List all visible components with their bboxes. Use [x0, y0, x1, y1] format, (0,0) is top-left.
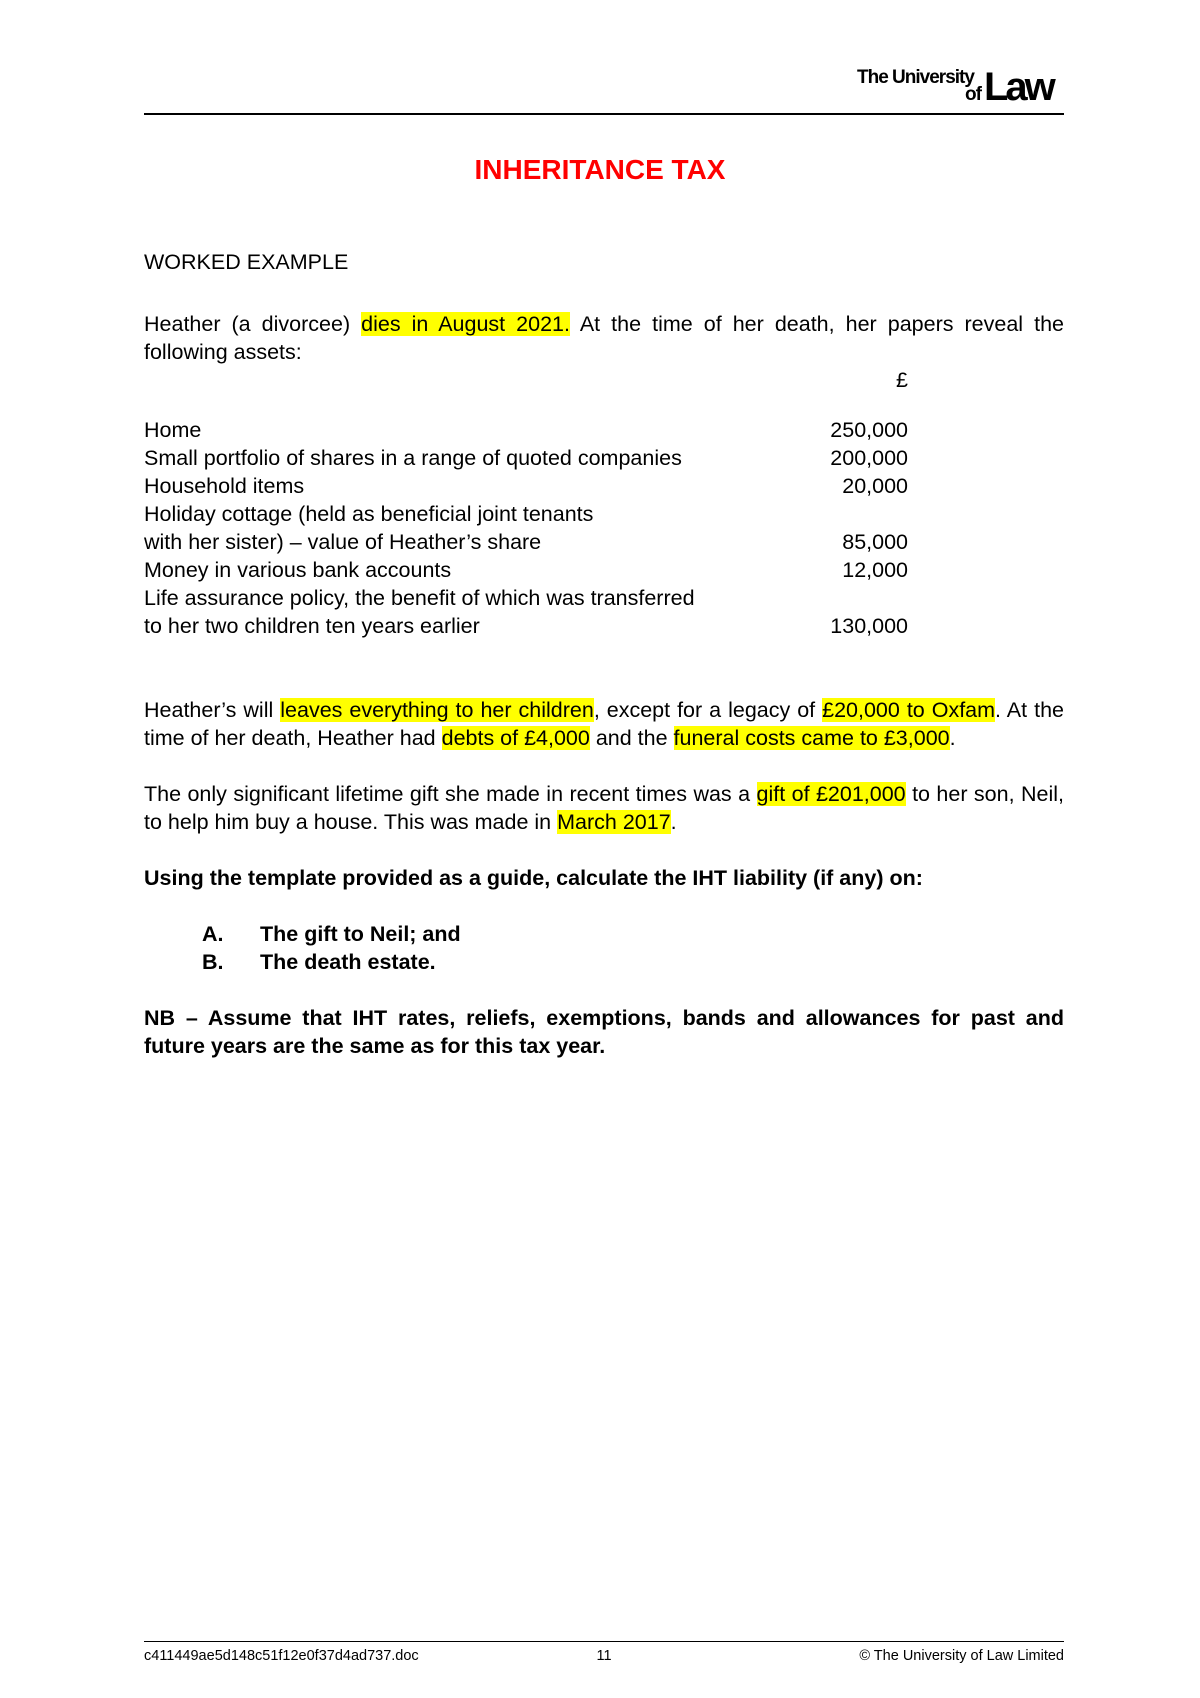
asset-value: 200,000	[830, 446, 908, 470]
asset-row	[144, 444, 908, 472]
question-letter: A.	[202, 922, 224, 946]
will-text: and the	[589, 726, 674, 750]
question-text: The death estate.	[260, 950, 436, 974]
instruction: Using the template provided as a guide, calculate the IHT liability (if any) on:	[144, 866, 923, 890]
asset-row	[144, 416, 908, 444]
asset-row	[144, 556, 908, 584]
intro-text: Heather (a divorcee)	[144, 312, 362, 336]
document-title: INHERITANCE TAX	[474, 154, 726, 185]
asset-label: with her sister) – value of Heather’s share	[144, 530, 542, 554]
will-text: Heather’s will	[144, 698, 281, 722]
asset-label: Money in various bank accounts	[144, 558, 452, 582]
will-text: , except for a legacy of	[593, 698, 823, 722]
question-letter: B.	[202, 950, 224, 974]
logo-line-1: The University	[857, 67, 974, 88]
asset-list	[144, 416, 1064, 640]
question-text: The gift to Neil; and	[260, 922, 461, 946]
logo-line-3: Law	[984, 65, 1053, 109]
question-list	[144, 920, 1064, 976]
highlight-children: leaves everything to her children	[280, 698, 594, 722]
footer-filename: c411449ae5d148c51f12e0f37d4ad737.doc	[144, 1648, 419, 1664]
asset-row	[144, 612, 908, 640]
will-paragraph	[144, 696, 1064, 752]
section-heading: WORKED EXAMPLE	[144, 250, 349, 274]
highlight-funeral: funeral costs came to £3,000	[673, 726, 950, 750]
asset-label: Small portfolio of shares in a range of quoted companies	[144, 446, 682, 470]
asset-row	[144, 528, 908, 556]
question-item	[144, 948, 1064, 976]
header-divider	[144, 113, 1064, 115]
will-text: . At the time of her death, Heather had	[144, 698, 1064, 750]
footer-page-number: 11	[596, 1648, 612, 1664]
note: NB – Assume that IHT rates, reliefs, exemptions, bands and allowances for past and future years are the same as for this tax year.	[144, 1006, 1064, 1058]
asset-row	[144, 500, 908, 528]
will-text: .	[949, 726, 956, 750]
gift-paragraph	[144, 780, 1064, 836]
asset-row	[144, 584, 908, 612]
highlight-gift-date: March 2017	[557, 810, 671, 834]
highlight-death-date: dies in August 2021.	[361, 312, 570, 336]
asset-label: to her two children ten years earlier	[144, 614, 480, 638]
footer-copyright: © The University of Law Limited	[859, 1648, 1064, 1664]
asset-label: Life assurance policy, the benefit of which was transferred	[144, 586, 695, 610]
asset-value: 85,000	[842, 530, 908, 554]
footer-divider	[144, 1641, 1064, 1642]
highlight-debts: debts of £4,000	[441, 726, 590, 750]
asset-label: Holiday cottage (held as beneficial joint tenants	[144, 502, 594, 526]
asset-row	[144, 472, 908, 500]
intro-text-end: At the time of her death, her papers reveal the following assets:	[144, 312, 1065, 364]
question-item	[144, 920, 1064, 948]
gift-text: to her son, Neil, to help him buy a house. This was made in	[144, 782, 1064, 834]
document-body	[144, 248, 1064, 1060]
intro-paragraph	[144, 310, 1064, 366]
asset-label: Home	[144, 418, 202, 442]
gift-text: .	[670, 810, 677, 834]
asset-value: 130,000	[830, 614, 908, 638]
gift-text: The only significant lifetime gift she made in recent times was a	[144, 782, 757, 806]
asset-label: Household items	[144, 474, 305, 498]
university-logo	[855, 64, 1069, 110]
highlight-gift: gift of £201,000	[756, 782, 906, 806]
logo-line-2: of	[965, 84, 981, 105]
asset-value: 12,000	[842, 558, 908, 582]
asset-value: 20,000	[842, 474, 908, 498]
currency-symbol: £	[896, 368, 908, 392]
highlight-legacy: £20,000 to Oxfam	[822, 698, 996, 722]
asset-value: 250,000	[830, 418, 908, 442]
